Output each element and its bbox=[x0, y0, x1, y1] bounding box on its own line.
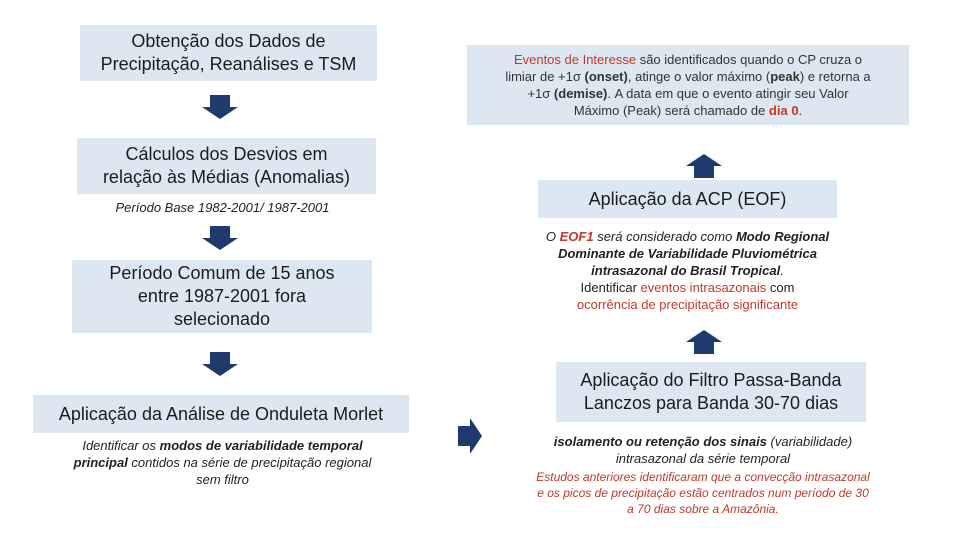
arrow-down-icon bbox=[200, 226, 240, 250]
box-common-period-line2: entre 1987-2001 fora bbox=[137, 286, 307, 306]
arrow-right-icon bbox=[458, 418, 482, 454]
box-data-acquisition-line1: Obtenção dos Dados de bbox=[131, 31, 326, 51]
arrow-down-icon bbox=[200, 352, 240, 376]
box-common-period-line1: Período Comum de 15 anos bbox=[109, 263, 335, 283]
box-pca bbox=[538, 180, 837, 218]
box-data-acquisition bbox=[80, 25, 377, 81]
box-bandpass-filter-line2: Lanczos para Banda 30-70 dias bbox=[583, 393, 839, 413]
box-wavelet-label: Aplicação da Análise de Onduleta Morlet bbox=[58, 403, 384, 424]
box-common-period-line3: selecionado bbox=[173, 309, 271, 329]
arrow-down-icon bbox=[200, 95, 240, 119]
box-anomalies-line2: relação às Médias (Anomalias) bbox=[102, 167, 351, 187]
box-pca-label: Aplicação da ACP (EOF) bbox=[588, 188, 787, 209]
base-period-note: Período Base 1982-2001/ 1987-2001 bbox=[115, 200, 330, 215]
box-wavelet bbox=[33, 395, 409, 433]
eof-note: O EOF1 será considerado como Modo Regional Dominante de Variabilidade Pluviométrica intrasazonal do Brasil Tropical. Identificar eventos intrasazonais com ocorrência de precipitação significante bbox=[545, 229, 830, 312]
box-common-period bbox=[72, 260, 372, 333]
box-anomalies bbox=[77, 138, 376, 194]
box-events-definition: Eventos de Interesse são identificados quando o CP cruza o limiar de +1σ (onset), atinge o valor máximo (peak) e retorna a +1σ (demise). A data em que o evento atingir seu Valor Máximo (Peak) será chamado de dia 0. bbox=[467, 45, 909, 125]
filter-note: isolamento ou retenção dos sinais (variabilidade) intrasazonal da série temporal Estudos anteriores identificaram que a convecção intrasazonal e os picos de precipitação estão centrados num período de 30 a 70 dias sobre a Amazônia. bbox=[536, 434, 870, 516]
wavelet-note: Identificar os modos de variabilidade temporal principal contidos na série de precipitação regional sem filtro bbox=[73, 438, 372, 487]
box-bandpass-filter-line1: Aplicação do Filtro Passa-Banda bbox=[580, 370, 842, 390]
box-data-acquisition-line2: Precipitação, Reanálises e TSM bbox=[100, 54, 357, 74]
box-bandpass-filter bbox=[556, 362, 866, 422]
box-anomalies-line1: Cálculos dos Desvios em bbox=[125, 144, 328, 164]
arrow-up-icon bbox=[684, 154, 724, 178]
arrow-up-icon bbox=[684, 330, 724, 354]
